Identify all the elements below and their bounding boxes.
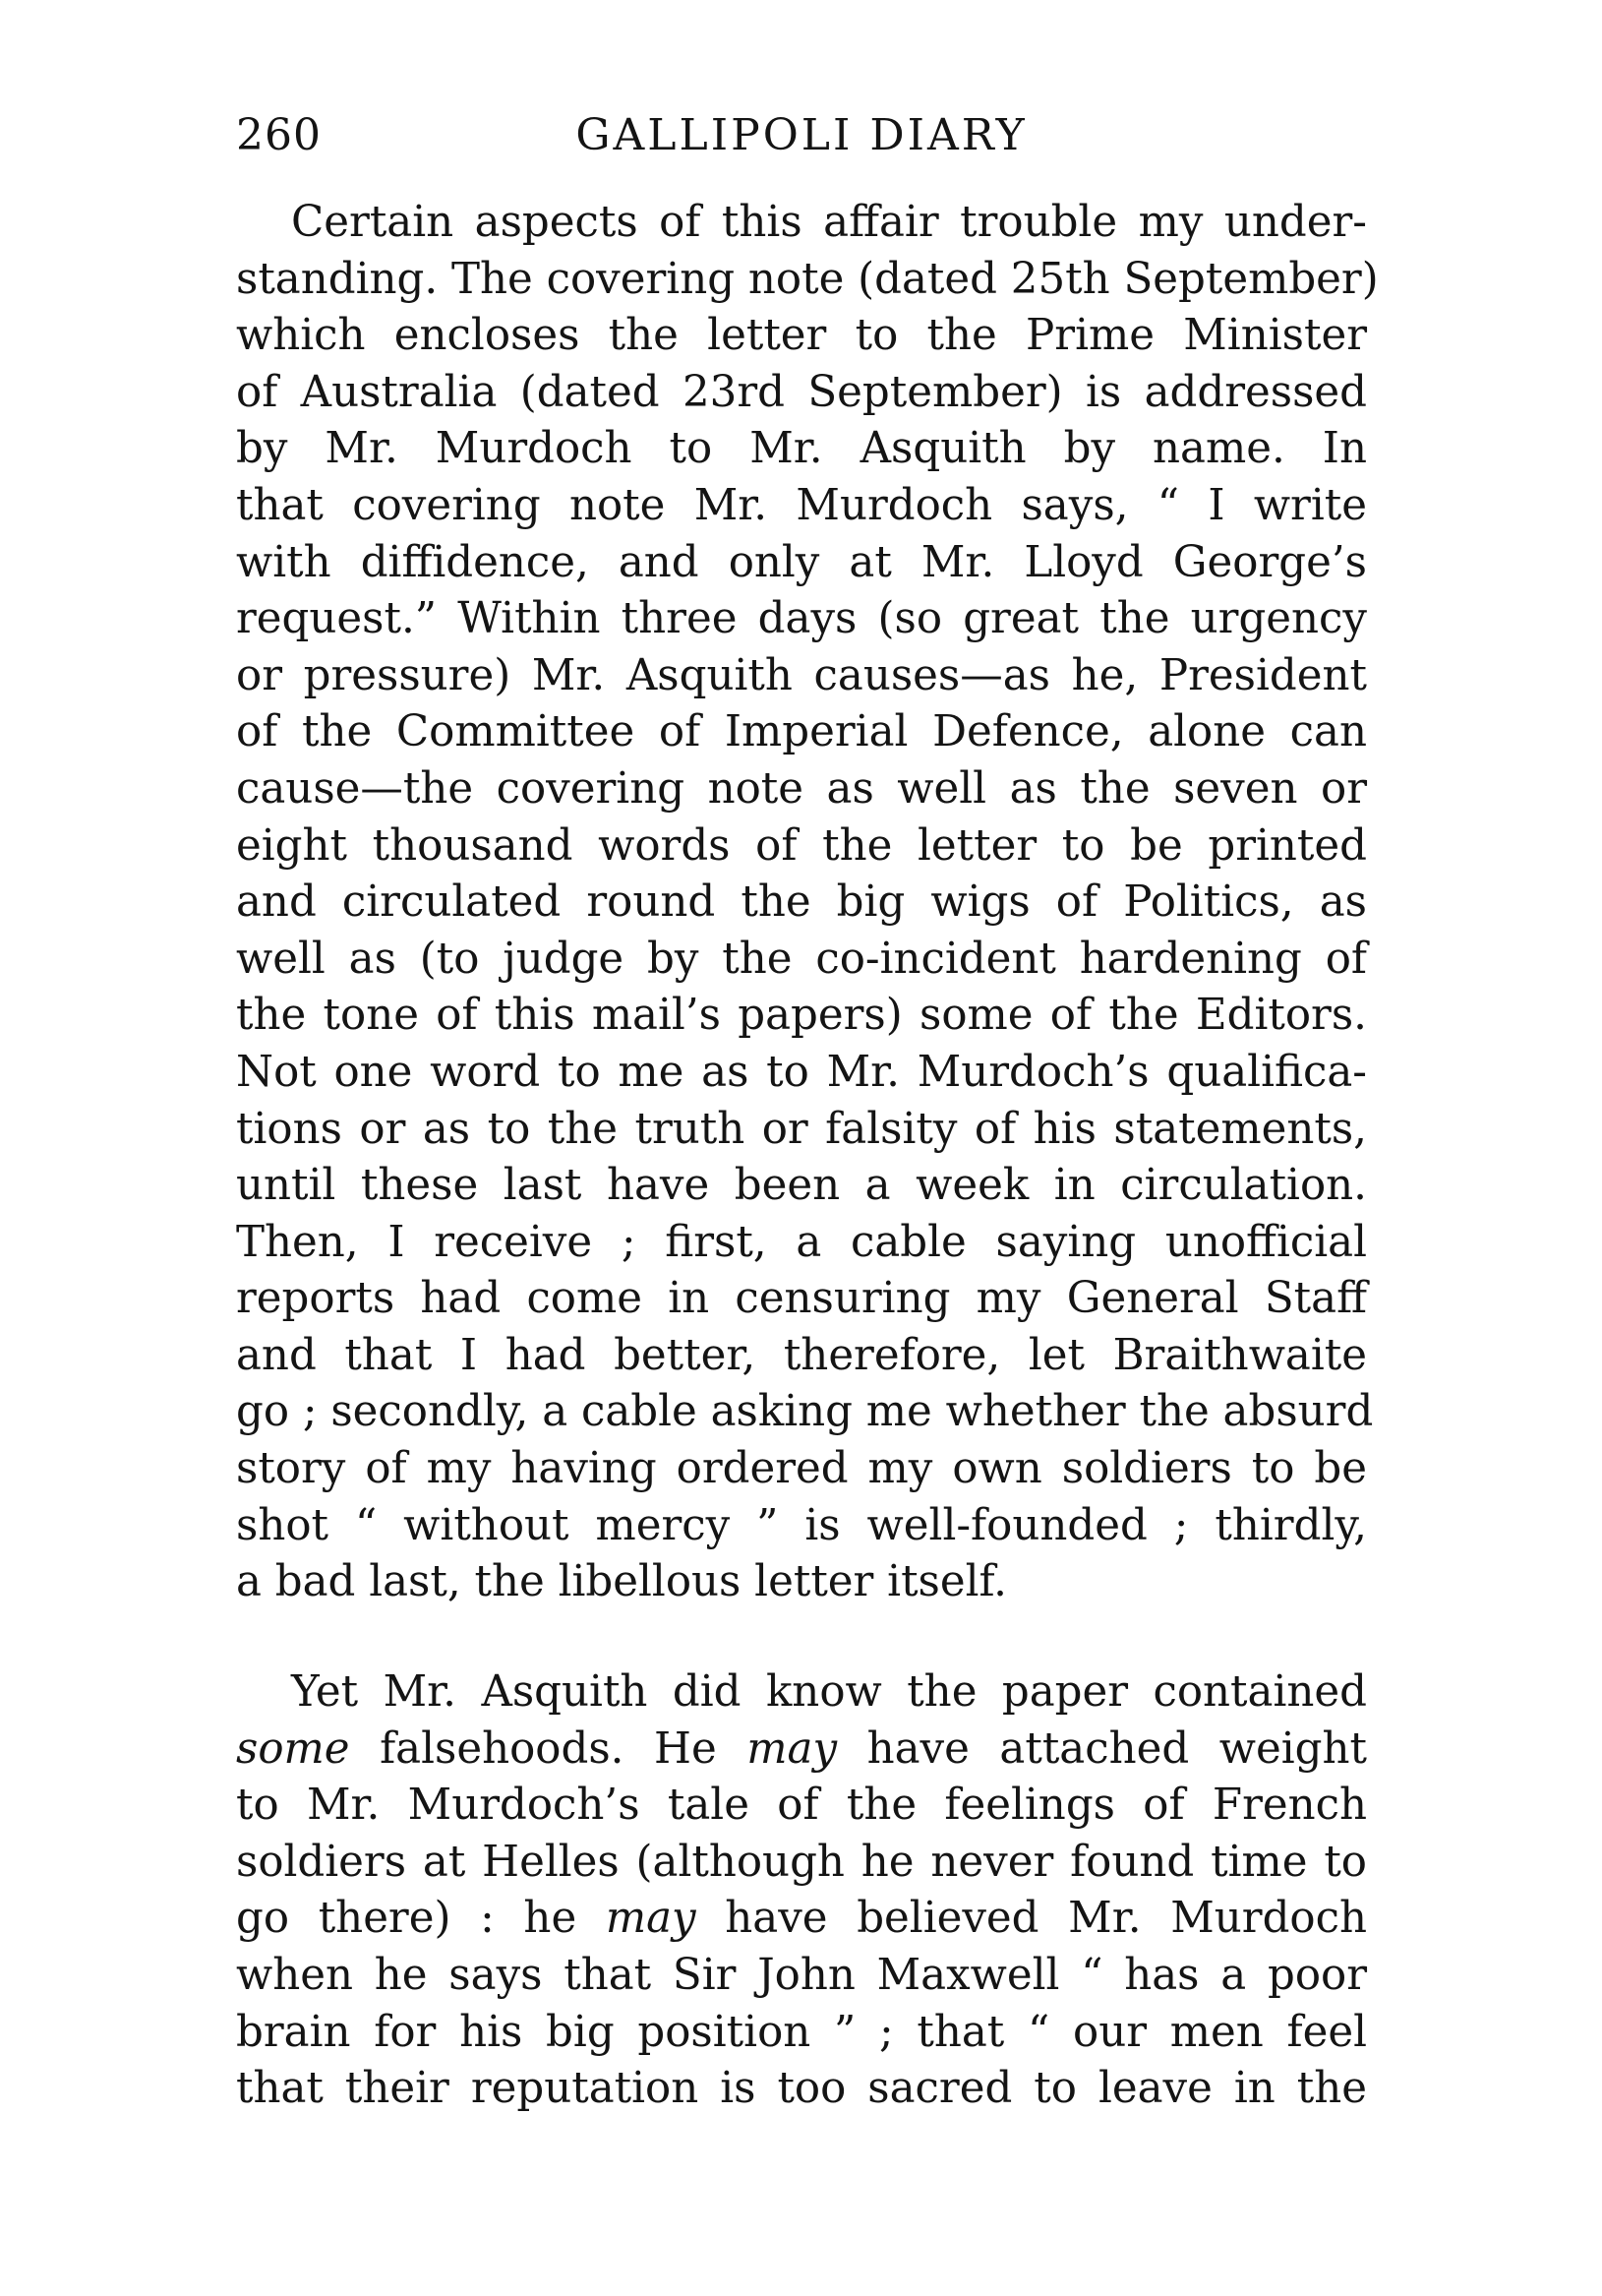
text-line: which encloses the letter to the Prime Minister bbox=[236, 311, 1367, 361]
text-line: tions or as to the truth or falsity of his statements, bbox=[236, 1104, 1367, 1154]
text-line: brain for his big position ” ; that “ our men feel bbox=[236, 2007, 1367, 2057]
text-fragment: go there) : he bbox=[236, 1894, 606, 1944]
text-line: with diffidence, and only at Mr. Lloyd George’s bbox=[236, 537, 1367, 587]
text-line: soldiers at Helles (although he never found time to bbox=[236, 1837, 1367, 1887]
text-line: a bad last, the libellous letter itself. bbox=[236, 1557, 1007, 1607]
text-line-with-italics bbox=[236, 1722, 1367, 1779]
text-line: when he says that Sir John Maxwell “ has a poor bbox=[236, 1950, 1367, 2000]
text-fragment: falsehoods. He bbox=[349, 1723, 747, 1774]
text-line: until these last have been a week in circulation. bbox=[236, 1161, 1367, 1211]
text-line: standing. The covering note (dated 25th September) bbox=[236, 254, 1379, 304]
text-fragment: have attached weight bbox=[837, 1723, 1367, 1774]
text-line: of Australia (dated 23rd September) is addressed bbox=[236, 367, 1367, 417]
paragraph-1 bbox=[236, 195, 1379, 1611]
text-line: Then, I receive ; first, a cable saying unofficial bbox=[236, 1217, 1367, 1267]
text-line: Yet Mr. Asquith did know the paper contained bbox=[291, 1667, 1367, 1717]
text-line: Not one word to me as to Mr. Murdoch’s qualifica- bbox=[236, 1047, 1367, 1097]
text-fragment: have believed Mr. Murdoch bbox=[695, 1894, 1367, 1944]
text-line: by Mr. Murdoch to Mr. Asquith by name. In bbox=[236, 424, 1367, 474]
paragraph-2 bbox=[236, 1664, 1367, 2118]
text-line: or pressure) Mr. Asquith causes—as he, President bbox=[236, 650, 1367, 700]
text-line: well as (to judge by the co-incident hardening of bbox=[236, 934, 1367, 984]
text-line: shot “ without mercy ” is well-founded ; thirdly, bbox=[236, 1500, 1367, 1550]
text-line: request.” Within three days (so great the urgency bbox=[236, 594, 1367, 644]
text-line: and circulated round the big wigs of Politics, as bbox=[236, 877, 1367, 928]
text-line: that their reputation is too sacred to leave in the bbox=[236, 2064, 1367, 2114]
text-line: story of my having ordered my own soldiers to be bbox=[236, 1444, 1367, 1494]
text-line: to Mr. Murdoch’s tale of the feelings of French bbox=[236, 1781, 1367, 1831]
text-line: and that I had better, therefore, let Braithwaite bbox=[236, 1330, 1367, 1380]
text-line: of the Committee of Imperial Defence, alone can bbox=[236, 707, 1367, 757]
text-line-with-italics bbox=[236, 1891, 1367, 1948]
text-line: cause—the covering note as well as the seven or bbox=[236, 763, 1367, 814]
text-line: the tone of this mail’s papers) some of the Editors. bbox=[236, 991, 1367, 1041]
text-line: go ; secondly, a cable asking me whether the absurd bbox=[236, 1387, 1374, 1437]
italic-word: may bbox=[746, 1723, 838, 1774]
text-line: eight thousand words of the letter to be printed bbox=[236, 820, 1367, 871]
italic-word: some bbox=[236, 1723, 350, 1774]
page-number: 260 bbox=[236, 110, 322, 160]
text-line: Certain aspects of this affair trouble my under- bbox=[291, 198, 1367, 247]
running-title: GALLIPOLI DIARY bbox=[575, 110, 1028, 160]
text-line: that covering note Mr. Murdoch says, “ I write bbox=[236, 480, 1367, 530]
running-head bbox=[236, 110, 1367, 169]
text-line: reports had come in censuring my General Staff bbox=[236, 1274, 1367, 1324]
italic-word: may bbox=[605, 1894, 696, 1944]
